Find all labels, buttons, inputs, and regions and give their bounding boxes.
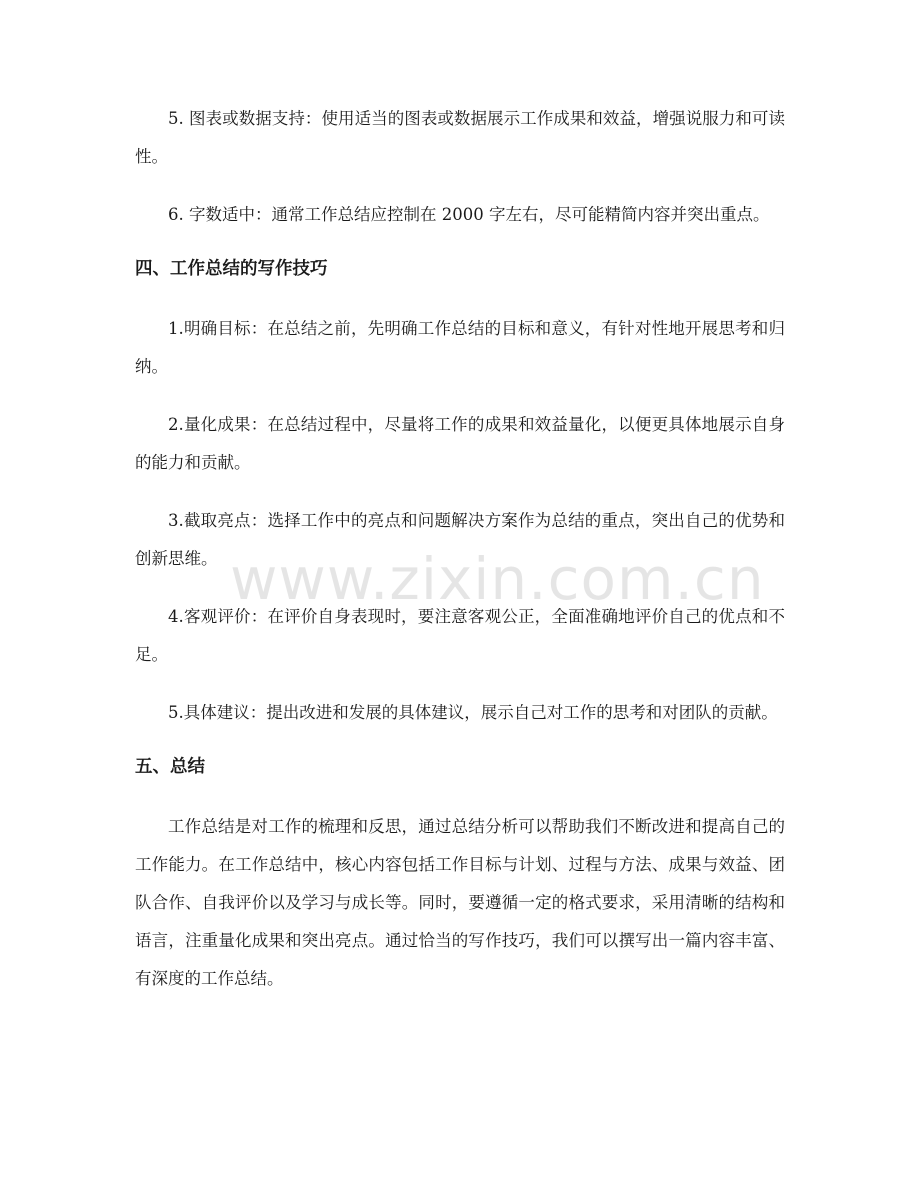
section-heading-techniques: 四、工作总结的写作技巧 — [135, 259, 328, 279]
section-heading-summary: 五、总结 — [135, 757, 205, 777]
list-item: 5. 图表或数据支持：使用适当的图表或数据展示工作成果和效益，增强说服力和可读性。 — [135, 109, 785, 166]
watermark: www.zixin.com.cn — [230, 545, 765, 613]
list-item: 5.具体建议：提出改进和发展的具体建议，展示自己对工作的思考和对团队的贡献。 — [168, 703, 778, 722]
document-content — [135, 100, 785, 1018]
list-item: 1.明确目标：在总结之前，先明确工作总结的目标和意义，有针对性地开展思考和归纳。 — [135, 319, 785, 376]
list-item: 3.截取亮点：选择工作中的亮点和问题解决方案作为总结的重点，突出自己的优势和创新思维。 — [135, 511, 785, 568]
list-item: 4.客观评价：在评价自身表现时，要注意客观公正，全面准确地评价自己的优点和不足。 — [135, 607, 785, 664]
list-item: 2.量化成果：在总结过程中，尽量将工作的成果和效益量化，以便更具体地展示自身的能力和贡献。 — [135, 415, 785, 472]
list-item: 6. 字数适中：通常工作总结应控制在 2000 字左右，尽可能精简内容并突出重点。 — [168, 205, 770, 224]
summary-paragraph: 工作总结是对工作的梳理和反思，通过总结分析可以帮助我们不断改进和提高自己的工作能力。在工作总结中，核心内容包括工作目标与计划、过程与方法、成果与效益、团队合作、自我评价以及学习与成长等。同时，要遵循一定的格式要求，采用清晰的结构和语言，注重量化成果和突出亮点。通过恰当的写作技巧，我们可以撰写出一篇内容丰富、有深度的工作总结。 — [135, 817, 785, 988]
